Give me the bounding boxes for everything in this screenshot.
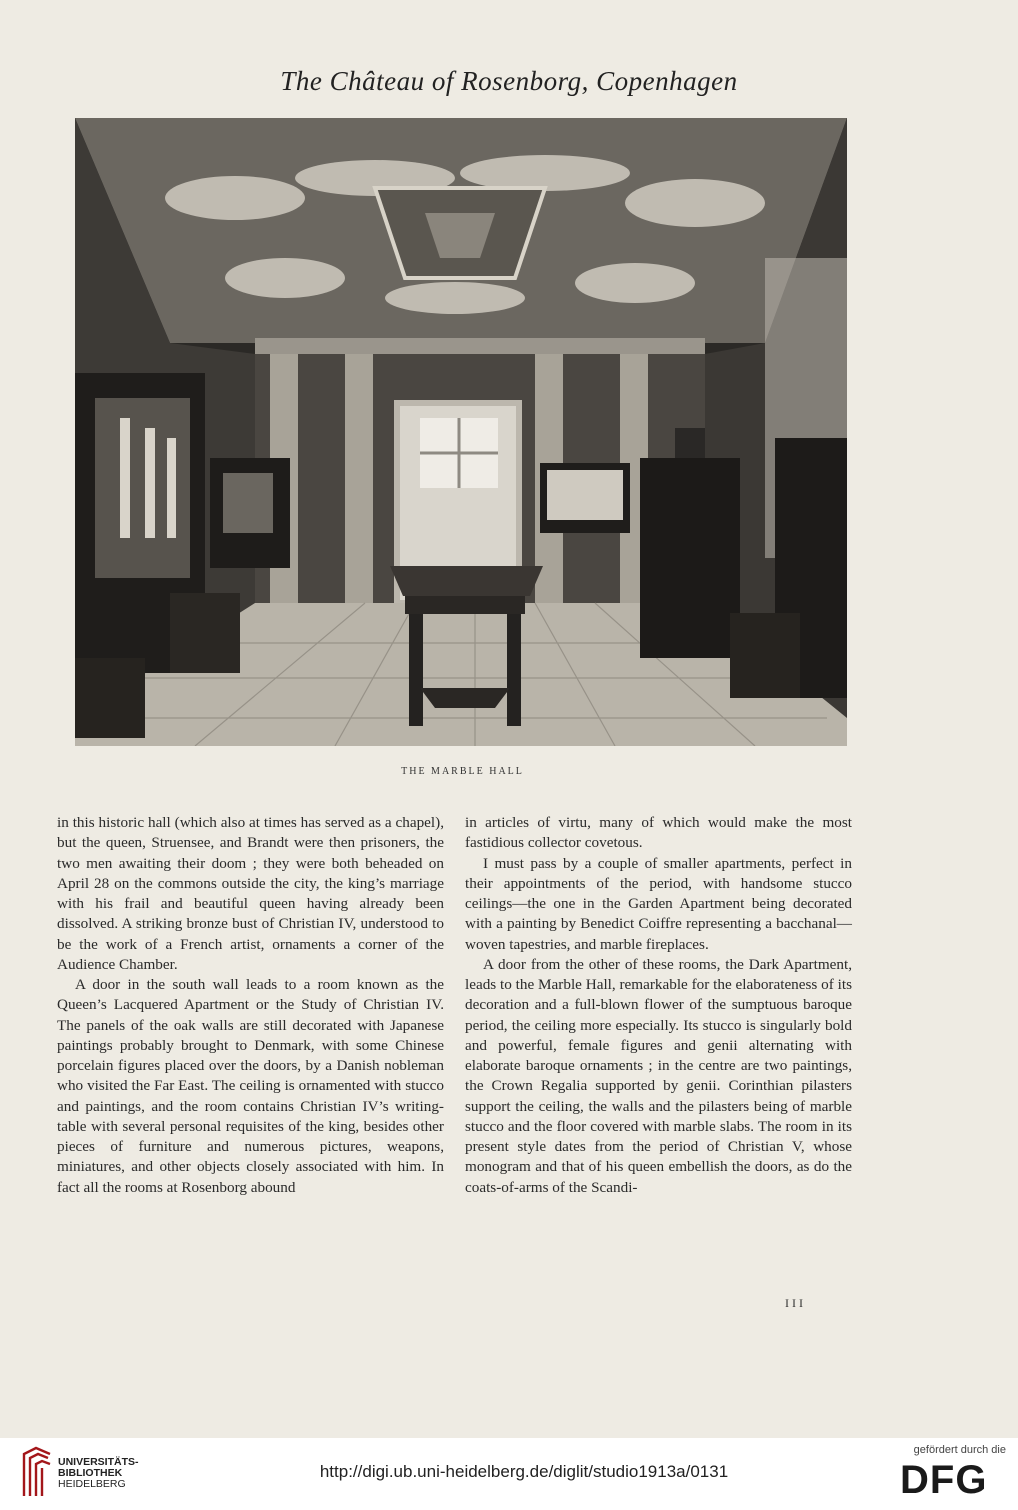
paragraph: I must pass by a couple of smaller apartments, perfect in their appointments of the period, with handsome stucco ceilings—the one in the Garden Apartment being decorated with a painting by Benedict Coiffre representing a bacchanal—woven tapestries, and marble fireplaces.: [465, 854, 852, 953]
text-column-right: [465, 813, 852, 1198]
dfg-logo: DFG: [900, 1458, 988, 1502]
marble-hall-illustration: [75, 118, 847, 746]
photograph-marble-hall: [75, 118, 847, 746]
paragraph: in this historic hall (which also at times has served as a chapel), but the queen, Struensee, and Brandt were then prisoners, the two men awaiting their doom ; they were both beheaded on April 28 on the commons outside the city, the king’s marriage with his frail and beautiful queen having already been dissolved. A striking bronze bust of Christian IV, understood to be the work of a French artist, ornaments a corner of the Audience Chamber.: [57, 814, 444, 973]
plate-caption: THE MARBLE HALL: [401, 766, 524, 777]
paragraph: in articles of virtu, many of which would make the most fastidious collector covetous.: [465, 814, 852, 852]
page-number: III: [785, 1296, 806, 1310]
text-column-left: [57, 813, 444, 1198]
source-url-link[interactable]: http://digi.ub.uni-heidelberg.de/diglit/studio1913a/0131: [319, 1462, 729, 1481]
funded-by-label: gefördert durch die: [913, 1444, 1006, 1456]
paragraph: A door in the south wall leads to a room known as the Queen’s Lacquered Apartment or the Study of Christian IV. The panels of the oak walls are still decorated with Japanese paintings probably brought to Denmark, with some Chinese porcelain figures placed over the doors, by a Danish nobleman who visited the Far East. The ceiling is ornamented with stucco and paintings, and the room contains Christian IV’s writing-table with several personal requisites of the king, besides other pieces of furniture and numerous pictures, weapons, miniatures, and other objects closely associated with him. In fact all the rooms at Rosenborg abound: [57, 976, 444, 1196]
library-name-line: UNIVERSITÄTS-: [58, 1456, 139, 1468]
running-head: The Château of Rosenborg, Copenhagen: [280, 66, 738, 96]
library-name-line: BIBLIOTHEK: [58, 1467, 123, 1479]
library-name-line: HEIDELBERG: [58, 1478, 126, 1490]
paragraph: A door from the other of these rooms, the Dark Apartment, leads to the Marble Hall, remarkable for the elaborateness of its decoration and a full-blown flower of the sumptuous baroque period, the ceiling more especially. Its stucco is singularly bold and powerful, female figures and genii alternating with elaborate baroque ornaments ; in the centre are two paintings, the Crown Regalia supported by genii. Corinthian pilasters support the ceiling, the walls and the pilasters being of marble stucco and the floor covered with marble slabs. The room in its present style dates from the period of Christian V, whose monogram and that of his queen embellish the doors, as do the coats-of-arms of the Scandi-: [465, 955, 852, 1196]
